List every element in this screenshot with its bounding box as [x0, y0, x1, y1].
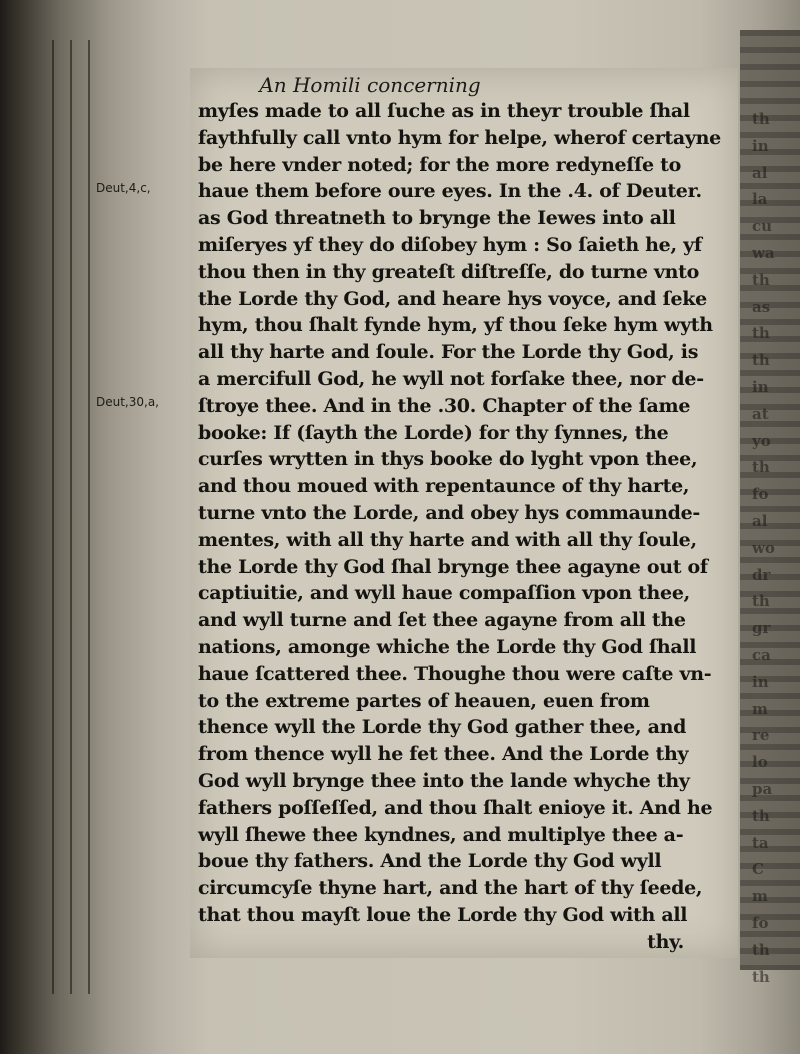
facing-page-fragment: in: [752, 377, 769, 396]
facing-page-fragment: m: [752, 887, 768, 906]
facing-page-fragment: th: [752, 324, 770, 343]
facing-page-fragment: ta: [752, 833, 769, 852]
facing-page-fragment: th: [752, 110, 770, 128]
facing-page-fragment: th: [752, 967, 770, 986]
text-line: God wyll brynge thee into the lande whyche thy: [198, 769, 690, 792]
running-head: An Homili concerning: [259, 73, 481, 97]
facing-page-fragment: al: [752, 163, 768, 182]
text-line: boue thy fathers. And the Lorde thy God wyll: [198, 850, 662, 873]
text-line: wyll ſhewe thee kyndnes, and multiplye thee a-: [198, 823, 684, 846]
facing-page-fragment: fo: [752, 913, 769, 932]
facing-page-fragment: th: [752, 592, 770, 611]
facing-page-fragment: th: [752, 940, 770, 959]
text-line: all thy harte and ſoule. For the Lorde thy God, is: [198, 341, 699, 364]
facing-page-fragment: m: [752, 699, 768, 718]
facing-page-fragment: th: [752, 806, 770, 825]
text-line: nations, amonge whiche the Lorde thy God ſhall: [198, 635, 697, 658]
body-text: [198, 100, 724, 958]
text-line: captiuitie, and wyll haue compaſſion vpon thee,: [198, 582, 690, 605]
gutter-shadow: [52, 40, 54, 994]
facing-page-fragment: al: [752, 511, 768, 530]
facing-page-fragment: as: [752, 297, 771, 316]
text-line: as God threatneth to brynge the Iewes into all: [198, 207, 676, 230]
facing-page-fragment: ca: [752, 645, 771, 664]
facing-page-fragment: th: [752, 351, 770, 370]
facing-page-fragment: in: [752, 672, 769, 691]
text-line: fathers poſſeſſed, and thou ſhalt enioye it. And he: [198, 796, 713, 819]
text-line: the Lorde thy God, and heare hys voyce, and ſeke: [198, 287, 707, 310]
text-line: faythfully call vnto hym for helpe, wherof certayne: [198, 126, 721, 149]
text-line: thou then in thy greateſt diſtreſſe, do turne vnto: [198, 260, 700, 283]
facing-page-fragment: in: [752, 136, 769, 155]
text-line: haue ſcattered thee. Thoughe thou were caſte vn-: [198, 662, 712, 685]
text-line: circumcyſe thyne hart, and the hart of thy ſeede,: [198, 877, 703, 900]
facing-page-fragment: wa: [752, 243, 775, 262]
margin-note: Deut,30,a,: [96, 395, 159, 409]
text-line: from thence wyll he fet thee. And the Lorde thy: [198, 743, 689, 766]
text-line: to the extreme partes of heauen, euen from: [198, 689, 650, 712]
gutter-shadow: [88, 40, 90, 994]
text-line: be here vnder noted; for the more redyneſſe to: [198, 153, 682, 176]
text-line: the Lorde thy God ſhal brynge thee agayne out of: [198, 555, 708, 578]
facing-page-fragment: yo: [752, 431, 771, 450]
text-line: miſeryes yf they do diſobey hym : So ſaieth he, yf: [198, 233, 702, 256]
text-line: hym, thou ſhalt fynde hym, yf thou ſeke hym wyth: [198, 314, 713, 337]
facing-page-fragment: dr: [752, 565, 771, 584]
gutter-shadow: [70, 40, 72, 994]
facing-page-fragment: th: [752, 270, 770, 289]
facing-page-fragment: fo: [752, 485, 769, 504]
facing-page-fragment: at: [752, 404, 769, 423]
margin-note: Deut,4,c,: [96, 181, 151, 195]
facing-page-fragment: lo: [752, 753, 768, 772]
facing-page-fragment: la: [752, 190, 768, 209]
text-line: curſes wrytten in thys booke do lyght vpon thee,: [198, 448, 698, 471]
text-line: and thou moued with repentaunce of thy harte,: [198, 475, 690, 498]
facing-page-fragment: th: [752, 458, 770, 477]
text-line: and wyll turne and ſet thee agayne from all the: [198, 609, 686, 632]
facing-page-fragment: cu: [752, 217, 773, 236]
text-line: turne vnto the Lorde, and obey hys commaunde-: [198, 501, 701, 524]
text-line: ſtroye thee. And in the .30. Chapter of the ſame: [198, 394, 691, 417]
facing-page-fragment: wo: [752, 538, 775, 557]
facing-page-text-fragment: [752, 110, 800, 986]
text-line: haue them before oure eyes. In the .4. of Deuter.: [198, 180, 702, 203]
facing-page-fragment: re: [752, 726, 770, 745]
text-line: that thou mayſt loue the Lorde thy God with all: [198, 903, 688, 926]
text-line: booke: If (ſayth the Lorde) for thy ſynnes, the: [198, 421, 669, 444]
catchword: thy.: [647, 930, 684, 953]
text-line: a mercifull God, he wyll not forſake thee, nor de-: [198, 367, 704, 390]
text-line: mentes, with all thy harte and with all thy ſoule,: [198, 528, 697, 551]
facing-page-fragment: C: [752, 860, 764, 879]
facing-page-fragment: pa: [752, 779, 773, 798]
text-line: thence wyll the Lorde thy God gather thee, and: [198, 716, 687, 739]
facing-page-fragment: gr: [752, 619, 771, 638]
text-line: myſes made to all ſuche as in theyr trouble ſhal: [198, 100, 690, 122]
